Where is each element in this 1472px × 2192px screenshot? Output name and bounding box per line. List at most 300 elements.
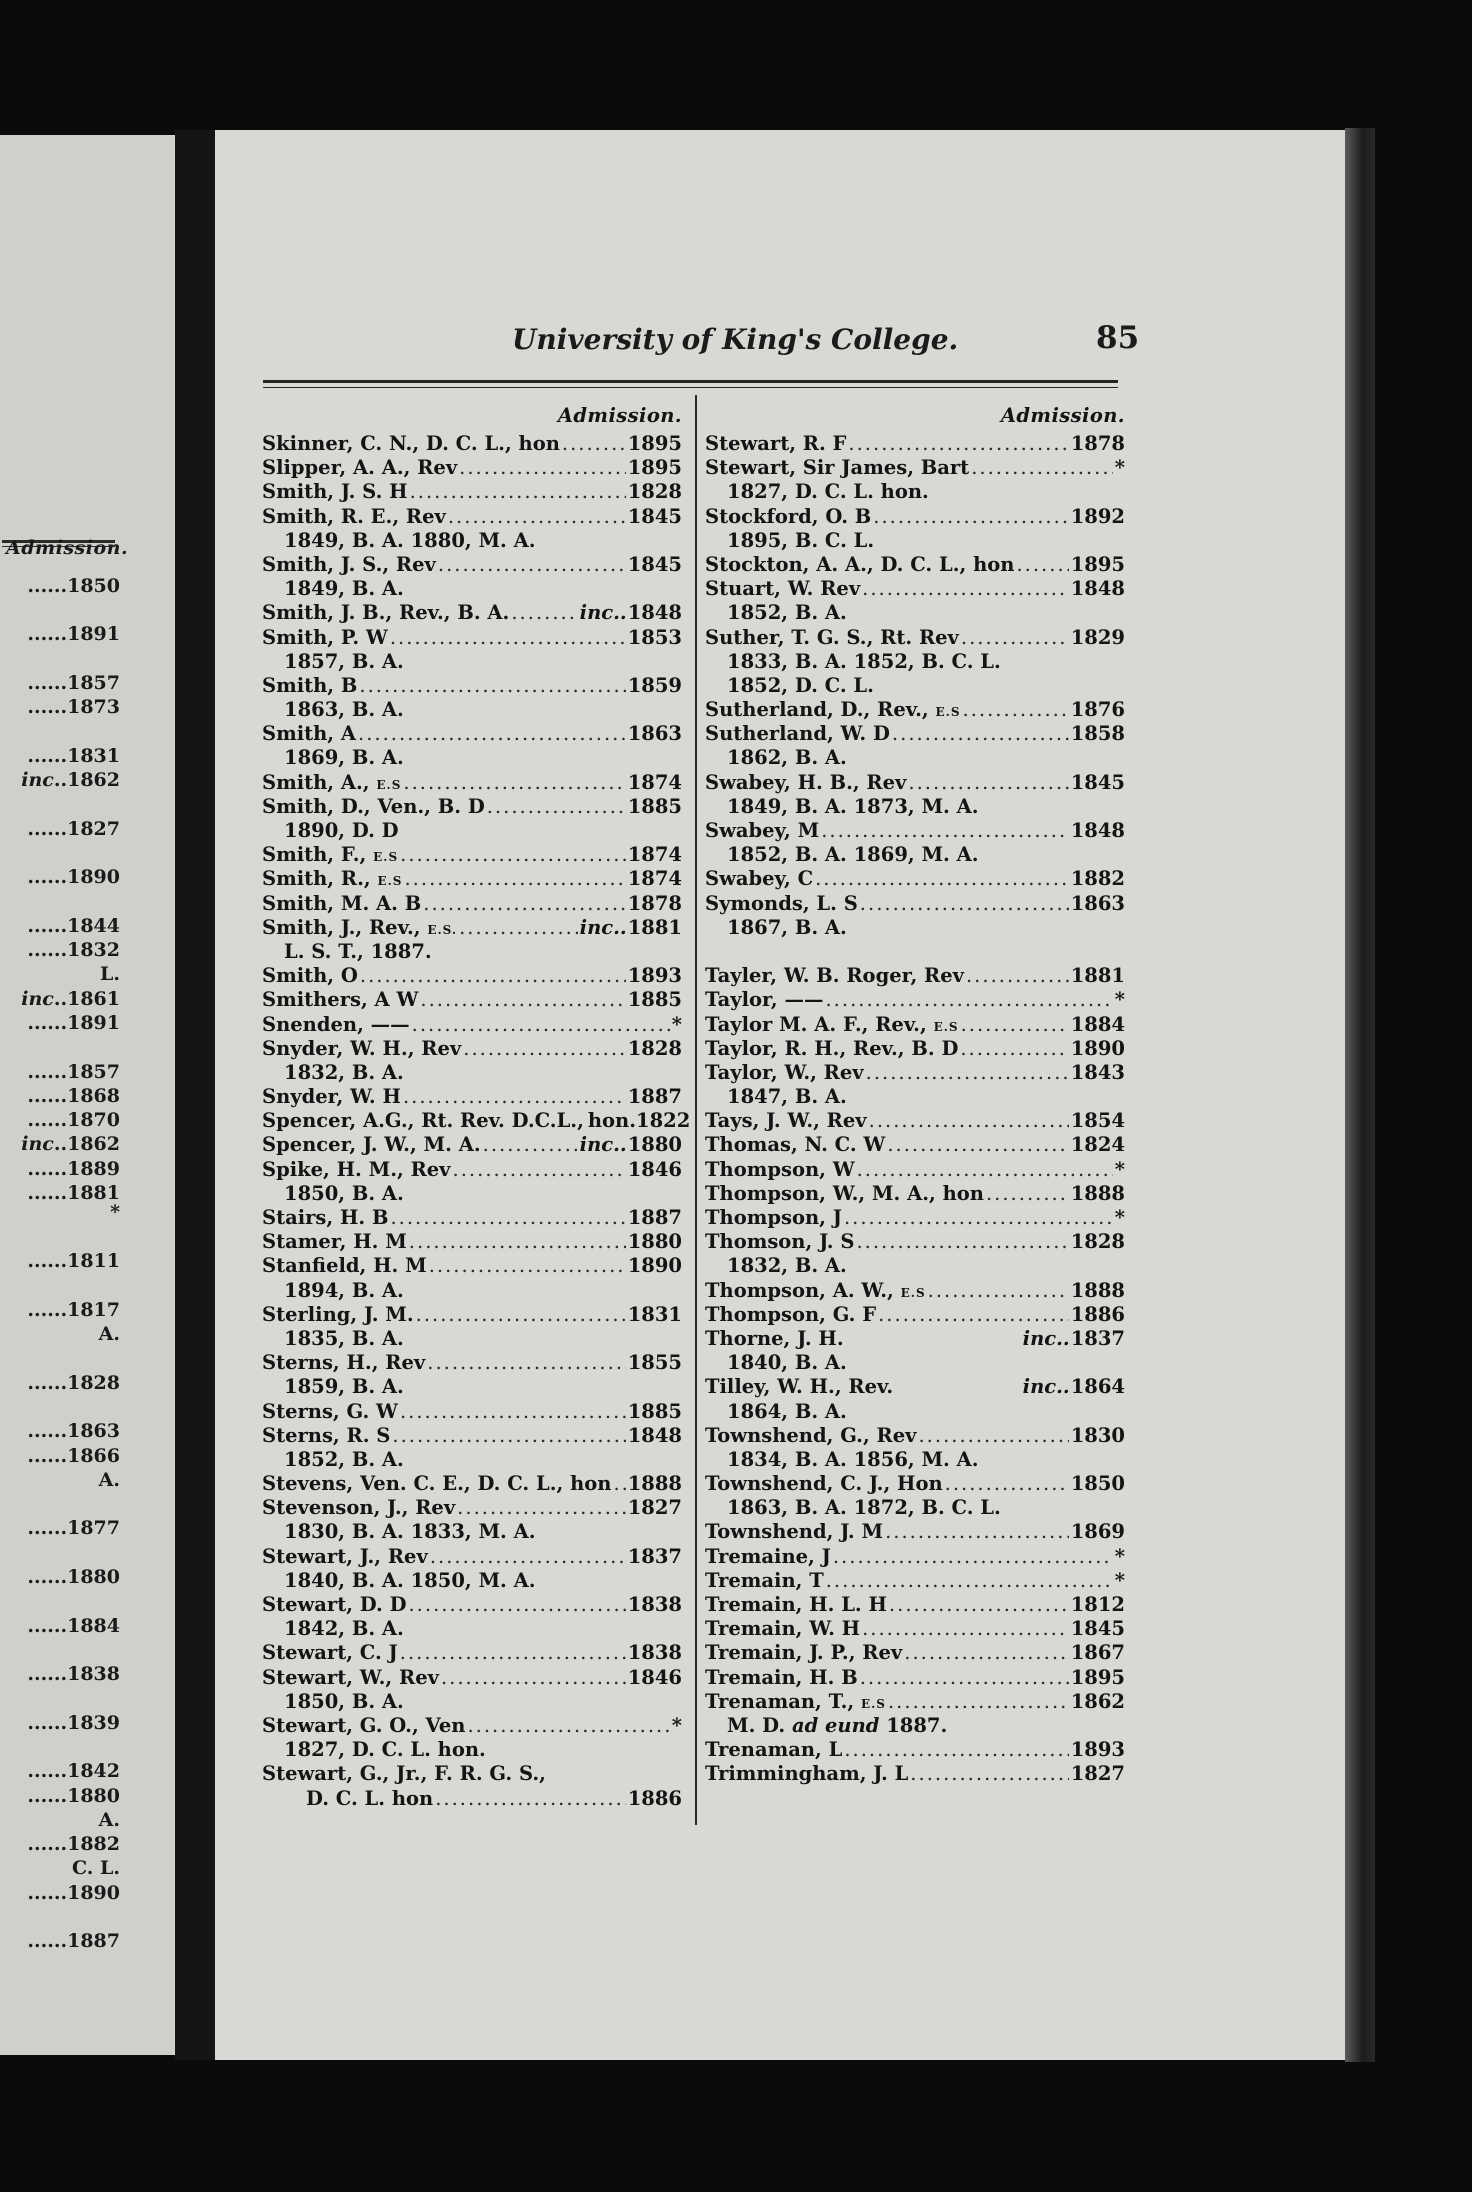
entry-name: Snenden, —— — [262, 1012, 410, 1036]
leader-dots — [945, 1472, 1069, 1496]
entry-name: Smith, J. S. H — [262, 480, 408, 504]
facing-page-admission-label: Admission. — [6, 537, 129, 559]
alumni-entry — [705, 1109, 1125, 1133]
degree-line: 1840, B. A. — [727, 1351, 847, 1375]
facing-page-line: ......1870 — [27, 1109, 120, 1131]
entry-name: Thompson, W — [705, 1157, 855, 1181]
leader-dots — [826, 1569, 1113, 1593]
entry-name: Taylor, —— — [705, 988, 824, 1012]
alumni-entry — [705, 988, 1125, 1012]
leader-dots — [358, 722, 626, 746]
alumni-entry — [705, 1641, 1125, 1665]
entry-name: Trenaman, L — [705, 1738, 843, 1762]
admission-year: 1827 — [627, 1496, 682, 1520]
leader-dots — [360, 964, 626, 988]
entry-name: Smith, O — [262, 964, 358, 988]
admission-year: 1888 — [1070, 1181, 1125, 1205]
admission-year: 1845 — [627, 552, 682, 576]
alumni-entry — [705, 432, 1125, 456]
facing-page-line: inc..1862 — [21, 1133, 120, 1155]
entry-name: Tayler, W. B. Roger, Rev — [705, 964, 964, 988]
entry-name: Stevenson, J., Rev — [262, 1496, 456, 1520]
admission-year: 1837 — [1070, 1326, 1125, 1350]
leader-dots — [928, 1279, 1069, 1303]
admission-year: 1893 — [627, 964, 682, 988]
alumni-entry — [262, 795, 682, 819]
facing-page-line: L. — [100, 963, 120, 985]
admission-year: 1848 — [1070, 819, 1125, 842]
entry-name: Smithers, A W — [262, 988, 419, 1012]
alumni-entry — [262, 1254, 682, 1278]
entry-name: Skinner, C. N., D. C. L., hon — [262, 432, 560, 455]
entry-name: Stevens, Ven. C. E., D. C. L., hon — [262, 1472, 612, 1496]
degree-line: 1852, B. A. — [284, 1447, 404, 1471]
entry-name: Suther, T. G. S., Rt. Rev — [705, 625, 959, 649]
entry-name: Smith, R. E., Rev — [262, 504, 446, 528]
leader-dots — [889, 1593, 1069, 1617]
alumni-entry — [262, 1593, 682, 1617]
alumni-entry — [262, 1762, 682, 1786]
admission-year: 1828 — [1070, 1230, 1125, 1254]
facing-page-line: ......1817 — [27, 1299, 120, 1321]
degree-line: M. D. ad eund 1887. — [727, 1713, 948, 1737]
alumni-entry — [262, 892, 682, 916]
alumni-entry — [705, 1303, 1125, 1327]
facing-page-line: ......1884 — [27, 1615, 120, 1637]
alumni-entry — [262, 1400, 682, 1424]
leader-dots — [423, 892, 625, 916]
degree-line: 1894, B. A. — [284, 1278, 404, 1302]
admission-year: 1885 — [627, 794, 682, 818]
alumni-entry — [705, 553, 1125, 577]
leader-dots — [400, 1641, 626, 1665]
admission-year: 1846 — [627, 1665, 682, 1689]
alumni-entry — [705, 1762, 1125, 1786]
alumni-entry — [262, 1714, 682, 1738]
leader-dots — [483, 1133, 578, 1157]
entry-name: Trimmingham, J. L — [705, 1762, 909, 1786]
leader-dots — [971, 456, 1113, 480]
entry-name: Tremain, H. L. H — [705, 1593, 887, 1616]
facing-page-line: ......1889 — [27, 1158, 120, 1180]
leader-dots — [403, 771, 625, 795]
leader-dots — [885, 1520, 1069, 1544]
leader-dots — [457, 1496, 626, 1520]
entry-name: Symonds, L. S — [705, 891, 858, 915]
leader-dots — [910, 1762, 1068, 1786]
leader-dots — [961, 626, 1069, 650]
incorporated-mark: inc.. — [579, 915, 627, 939]
admission-year: 1887 — [627, 1085, 682, 1109]
admission-year: 1882 — [1070, 867, 1125, 891]
admission-year: 1848 — [627, 1423, 682, 1447]
entry-name: Taylor, R. H., Rev., B. D — [705, 1036, 959, 1060]
column-divider — [695, 395, 697, 1825]
alumni-entry — [705, 1545, 1125, 1569]
leader-dots — [904, 1641, 1068, 1665]
incorporated-mark: inc.. — [579, 601, 627, 625]
alumni-entry — [262, 771, 682, 795]
left-column — [262, 400, 691, 1811]
alumni-entry — [262, 1787, 682, 1811]
entry-name: Stewart, G. O., Ven — [262, 1713, 466, 1737]
entry-name: Smith, R., E.S — [262, 867, 403, 891]
admission-year: 1859 — [627, 673, 682, 697]
leader-dots — [1016, 553, 1068, 577]
facing-page-line: ......1891 — [27, 1012, 120, 1034]
entry-name: Spencer, A.G., Rt. Rev. D.C.L., — [262, 1109, 584, 1133]
entry-name: Smith, J. B., Rev., B. A. — [262, 601, 510, 625]
admission-year: 1887 — [627, 1206, 682, 1229]
entry-name: Slipper, A. A., Rev — [262, 456, 458, 480]
facing-page-line: ......1880 — [27, 1566, 120, 1588]
leader-dots — [960, 1037, 1068, 1061]
alumni-entry — [705, 1666, 1125, 1690]
alumni-entry — [262, 1085, 682, 1109]
alumni-entry — [262, 1158, 682, 1182]
alumni-entry — [705, 1182, 1125, 1206]
entry-name: Stewart, J., Rev — [262, 1544, 428, 1568]
admission-year: 1848 — [627, 601, 682, 625]
alumni-entry — [705, 1690, 1125, 1714]
admission-year: 1830 — [1070, 1423, 1125, 1447]
admission-year: 1863 — [1070, 891, 1125, 915]
admission-year: 1876 — [1070, 698, 1125, 722]
leader-dots — [844, 1738, 1068, 1762]
admission-year: 1890 — [627, 1254, 682, 1278]
facing-page-line: ......1890 — [27, 866, 120, 888]
facing-page-line: ......1811 — [27, 1250, 120, 1272]
alumni-entry — [705, 1424, 1125, 1448]
admission-year: 1837 — [627, 1544, 682, 1568]
facing-page-line: A. — [98, 1809, 120, 1831]
entry-name: Swabey, M — [705, 819, 820, 842]
leader-dots — [390, 626, 626, 650]
leader-dots — [435, 1787, 626, 1811]
alumni-entry — [705, 505, 1125, 529]
facing-page-line: ......1857 — [27, 1061, 120, 1083]
admission-header: Admission. — [1000, 404, 1125, 427]
section-gap — [705, 940, 1125, 964]
alumni-entry — [262, 1424, 682, 1448]
leader-dots — [392, 1424, 625, 1448]
leader-dots — [918, 1424, 1068, 1448]
admission-year: 1874 — [627, 867, 682, 891]
leader-dots — [429, 1254, 626, 1278]
leader-dots — [860, 892, 1069, 916]
running-title: University of King's College. — [512, 323, 959, 356]
admission-year: * — [1114, 456, 1125, 480]
facing-page-line: ......1839 — [27, 1712, 120, 1734]
leader-dots — [815, 867, 1069, 891]
alumni-entry — [705, 1593, 1125, 1617]
leader-dots — [408, 1593, 625, 1617]
facing-page-line: ......1890 — [27, 1882, 120, 1904]
alumni-entry — [705, 1158, 1125, 1182]
admission-year: * — [1114, 988, 1125, 1012]
leader-dots — [848, 432, 1068, 456]
leader-dots — [403, 1085, 626, 1109]
degree-line: 1832, B. A. — [727, 1254, 847, 1278]
entry-name: Smith, A — [262, 722, 357, 746]
admission-year: 1874 — [627, 843, 682, 867]
degree-line: 1840, B. A. 1850, M. A. — [284, 1568, 536, 1592]
entry-name: Smith, A., E.S — [262, 770, 402, 794]
leader-dots — [400, 843, 626, 867]
entry-name: Tremain, H. B — [705, 1665, 858, 1689]
leader-dots — [856, 1230, 1068, 1254]
degree-line: 1850, B. A. — [284, 1689, 404, 1713]
leader-dots — [862, 577, 1069, 601]
leader-dots — [438, 553, 626, 577]
degree-line: 1834, B. A. 1856, M. A. — [727, 1447, 979, 1471]
admission-year: 1885 — [627, 1399, 682, 1423]
entry-name: Snyder, W. H., Rev — [262, 1036, 462, 1060]
alumni-entry — [262, 1496, 682, 1520]
facing-page-line: ......1832 — [27, 939, 120, 961]
entry-name: Stewart, D. D — [262, 1593, 407, 1616]
entry-name: Stanfield, H. M — [262, 1254, 427, 1278]
leader-dots — [866, 1061, 1069, 1085]
admission-year: 1858 — [1070, 722, 1125, 746]
entry-name: Thompson, G. F — [705, 1302, 877, 1326]
entry-name: Smith, D., Ven., B. D — [262, 794, 485, 818]
leader-dots — [986, 1182, 1069, 1206]
admission-year: * — [1114, 1206, 1125, 1229]
degree-line: 1850, B. A. — [284, 1181, 404, 1205]
admission-year: * — [1114, 1157, 1125, 1181]
admission-year: 1828 — [627, 1036, 682, 1060]
degree-line: 1849, B. A. 1880, M. A. — [284, 528, 536, 552]
degree-line: 1869, B. A. — [284, 746, 404, 770]
admission-year: * — [1114, 1568, 1125, 1592]
facing-page-line: ......1887 — [27, 1930, 120, 1952]
facing-page-fragment — [0, 135, 175, 2055]
entry-name: Smith, B — [262, 673, 358, 697]
admission-year: 1838 — [627, 1593, 682, 1616]
alumni-entry — [262, 1545, 682, 1569]
alumni-entry — [705, 867, 1125, 891]
facing-page-line: ......1881 — [27, 1182, 120, 1204]
leader-dots — [966, 964, 1069, 988]
leader-dots — [821, 819, 1069, 843]
degree-line: 1827, D. C. L. hon. — [284, 1738, 486, 1762]
leader-dots — [459, 916, 578, 940]
admission-year: 1895 — [1070, 1665, 1125, 1689]
degree-line: 1832, B. A. — [284, 1060, 404, 1084]
admission-year: * — [671, 1012, 682, 1036]
alumni-entry — [262, 432, 682, 456]
admission-year: 1886 — [1070, 1302, 1125, 1326]
leader-dots — [416, 1303, 626, 1327]
entry-name: Thomas, N. C. W — [705, 1133, 886, 1157]
leader-dots — [487, 795, 626, 819]
alumni-entry — [262, 916, 682, 940]
alumni-entry — [262, 553, 682, 577]
leader-dots — [412, 1013, 670, 1037]
leader-dots — [860, 1666, 1069, 1690]
facing-page-line: ......1863 — [27, 1420, 120, 1442]
leader-dots — [459, 456, 626, 480]
right-column — [705, 400, 1125, 1787]
entry-name: Trenaman, T., E.S — [705, 1689, 886, 1713]
alumni-entry — [705, 964, 1125, 988]
leader-dots — [390, 1206, 625, 1230]
admission-year: 1888 — [1070, 1278, 1125, 1302]
admission-year: 1843 — [1070, 1060, 1125, 1084]
entry-name: Smith, J., Rev., E.S. — [262, 915, 458, 939]
alumni-entry — [705, 1520, 1125, 1544]
degree-line: 1835, B. A. — [284, 1326, 404, 1350]
alumni-entry — [262, 1109, 691, 1133]
alumni-entry — [705, 1472, 1125, 1496]
entry-name: Smith, P. W — [262, 625, 388, 649]
alumni-entry — [705, 1206, 1125, 1230]
entry-name: Spencer, J. W., M. A. — [262, 1133, 481, 1157]
admission-year: 1845 — [627, 504, 682, 528]
admission-header: Admission. — [557, 404, 682, 427]
entry-name: Thompson, W., M. A., hon — [705, 1181, 984, 1205]
alumni-entry — [705, 1230, 1125, 1254]
admission-year: 1829 — [1070, 625, 1125, 649]
leader-dots — [359, 674, 625, 698]
alumni-entry — [705, 1133, 1125, 1157]
admission-year: 1845 — [1070, 770, 1125, 794]
alumni-entry — [705, 1738, 1125, 1762]
degree-line: 1852, B. A. 1869, M. A. — [727, 843, 979, 867]
leader-dots — [892, 722, 1069, 746]
admission-year: 1878 — [627, 891, 682, 915]
admission-year: 1881 — [627, 915, 682, 939]
alumni-entry — [705, 626, 1125, 650]
degree-line: 1895, B. C. L. — [727, 528, 875, 552]
degree-line: 1847, B. A. — [727, 1085, 847, 1109]
facing-page-line: * — [110, 1201, 120, 1223]
admission-year: 1893 — [1070, 1738, 1125, 1762]
page-edge — [1345, 128, 1375, 2062]
degree-line: 1863, B. A. 1872, B. C. L. — [727, 1496, 1001, 1520]
admission-year: * — [1114, 1544, 1125, 1568]
alumni-entry — [705, 892, 1125, 916]
entry-name: Townshend, C. J., Hon — [705, 1472, 943, 1496]
alumni-entry — [262, 1230, 682, 1254]
degree-line: 1827, D. C. L. hon. — [727, 480, 929, 504]
alumni-entry — [705, 456, 1125, 480]
facing-page-line: ......1866 — [27, 1445, 120, 1467]
entry-name: Smith, M. A. B — [262, 891, 422, 915]
leader-dots — [404, 867, 625, 891]
leader-dots — [430, 1545, 626, 1569]
entry-name: Thomson, J. S — [705, 1230, 855, 1254]
alumni-entry — [262, 505, 682, 529]
facing-page-line: ......1827 — [27, 818, 120, 840]
admission-year: 1838 — [627, 1641, 682, 1665]
alumni-entry — [705, 819, 1125, 843]
facing-page-line: ......1828 — [27, 1372, 120, 1394]
degree-line: 1857, B. A. — [284, 649, 404, 673]
entry-name: Swabey, H. B., Rev — [705, 770, 907, 794]
alumni-entry — [262, 1303, 682, 1327]
entry-name: Smith, J. S., Rev — [262, 552, 436, 576]
admission-year: 1886 — [627, 1786, 682, 1810]
facing-page-line: C. L. — [72, 1857, 120, 1879]
entry-name: Tremain, J. P., Rev — [705, 1641, 903, 1665]
entry-name: Sterns, G. W — [262, 1399, 398, 1423]
degree-line: 1830, B. A. 1833, M. A. — [284, 1520, 536, 1544]
leader-dots — [887, 1133, 1068, 1157]
facing-page-line: A. — [98, 1469, 120, 1491]
leader-dots — [888, 1690, 1069, 1714]
leader-dots — [862, 1617, 1069, 1641]
admission-year: 1863 — [627, 722, 682, 746]
entry-name: Sutherland, D., Rev., E.S — [705, 698, 961, 722]
header-rule — [263, 380, 1118, 383]
leader-dots — [833, 1545, 1113, 1569]
alumni-entry — [262, 722, 682, 746]
leader-dots — [467, 1714, 669, 1738]
degree-line: 1862, B. A. — [727, 746, 847, 770]
alumni-entry — [705, 1569, 1125, 1593]
degree-line: 1833, B. A. 1852, B. C. L. — [727, 649, 1001, 673]
leader-dots — [869, 1109, 1069, 1133]
degree-line: 1852, B. A. — [727, 601, 847, 625]
alumni-entry — [705, 1375, 1125, 1399]
entry-name: Thorne, J. H. — [705, 1326, 844, 1350]
admission-year: 1828 — [627, 480, 682, 504]
admission-year: 1812 — [1070, 1593, 1125, 1616]
alumni-entry — [705, 1327, 1125, 1351]
leader-dots — [961, 1013, 1069, 1037]
facing-page-line: ......1868 — [27, 1085, 120, 1107]
leader-dots — [844, 1206, 1113, 1230]
entry-name: Tremaine, J — [705, 1544, 831, 1568]
entry-name: Stewart, W., Rev — [262, 1665, 439, 1689]
alumni-entry — [262, 674, 682, 698]
admission-year: 1846 — [627, 1157, 682, 1181]
alumni-entry — [705, 1617, 1125, 1641]
admission-year: 1888 — [627, 1472, 682, 1496]
facing-page-line: ......1880 — [27, 1785, 120, 1807]
entry-name: Stewart, C. J — [262, 1641, 398, 1665]
admission-year: 1874 — [627, 770, 682, 794]
alumni-entry — [705, 577, 1125, 601]
admission-year: 1864 — [1070, 1375, 1125, 1399]
alumni-entry — [705, 1279, 1125, 1303]
alumni-entry — [705, 722, 1125, 746]
alumni-entry — [262, 1666, 682, 1690]
admission-year: 1880 — [627, 1133, 682, 1157]
admission-year: 1845 — [1070, 1617, 1125, 1641]
admission-year: 1880 — [627, 1230, 682, 1254]
entry-name: Stockford, O. B — [705, 504, 872, 528]
degree-line: L. S. T., 1887. — [284, 939, 432, 963]
admission-year: 1848 — [1070, 577, 1125, 601]
alumni-entry — [262, 601, 682, 625]
leader-dots — [963, 698, 1069, 722]
admission-year: 1824 — [1070, 1133, 1125, 1157]
alumni-entry — [705, 1013, 1125, 1037]
alumni-entry — [262, 626, 682, 650]
entry-name: Spike, H. M., Rev — [262, 1157, 451, 1181]
entry-name: Sterling, J. M. — [262, 1302, 414, 1326]
admission-year: 1892 — [1070, 504, 1125, 528]
degree-line: 1849, B. A. 1873, M. A. — [727, 794, 979, 818]
incorporated-mark: inc.. — [1022, 1375, 1070, 1399]
alumni-entry — [262, 867, 682, 891]
leader-dots — [878, 1303, 1069, 1327]
facing-page-line: ......1831 — [27, 745, 120, 767]
alumni-entry — [262, 1013, 682, 1037]
